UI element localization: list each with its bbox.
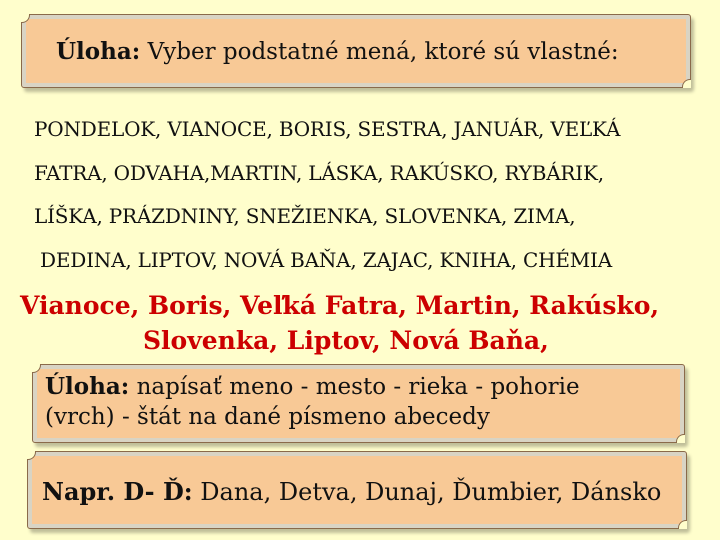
example-box	[27, 451, 687, 529]
example-label: Napr. D- Ď:	[42, 477, 193, 506]
example-text	[42, 476, 661, 508]
word-row-4: DEDINA, LIPTOV, NOVÁ BAŇA, ZAJAC, KNIHA, CHÉMIA	[40, 248, 612, 272]
example-items: Dana, Detva, Dunaj, Ďumbier, Dánsko	[192, 478, 662, 506]
word-row-2: FATRA, ODVAHA,MARTIN, LÁSKA, RAKÚSKO, RYBÁRIK,	[34, 161, 604, 185]
task-1-label: Úloha:	[56, 38, 141, 65]
answer-line-2: Slovenka, Liptov, Nová Baňa,	[143, 326, 549, 355]
task-1-instruction: Vyber podstatné mená, ktoré sú vlastné:	[140, 39, 619, 65]
word-row-3: LÍŠKA, PRÁZDNINY, SNEŽIENKA, SLOVENKA, ZIMA,	[34, 204, 576, 228]
task-box-2	[32, 364, 685, 443]
answer-line-1: Vianoce, Boris, Veľká Fatra, Martin, Rakúsko,	[20, 291, 660, 320]
task-2-line-2: (vrch) - štát na dané písmeno abecedy	[45, 403, 490, 430]
task-1-text	[56, 37, 619, 68]
task-box-1	[21, 14, 691, 88]
task-2-label: Úloha:	[45, 373, 130, 400]
task-2-text	[45, 372, 580, 433]
task-2-line-1: napísať meno - mesto - rieka - pohorie	[129, 374, 580, 400]
word-row-1: PONDELOK, VIANOCE, BORIS, SESTRA, JANUÁR, VEĽKÁ	[34, 117, 621, 141]
